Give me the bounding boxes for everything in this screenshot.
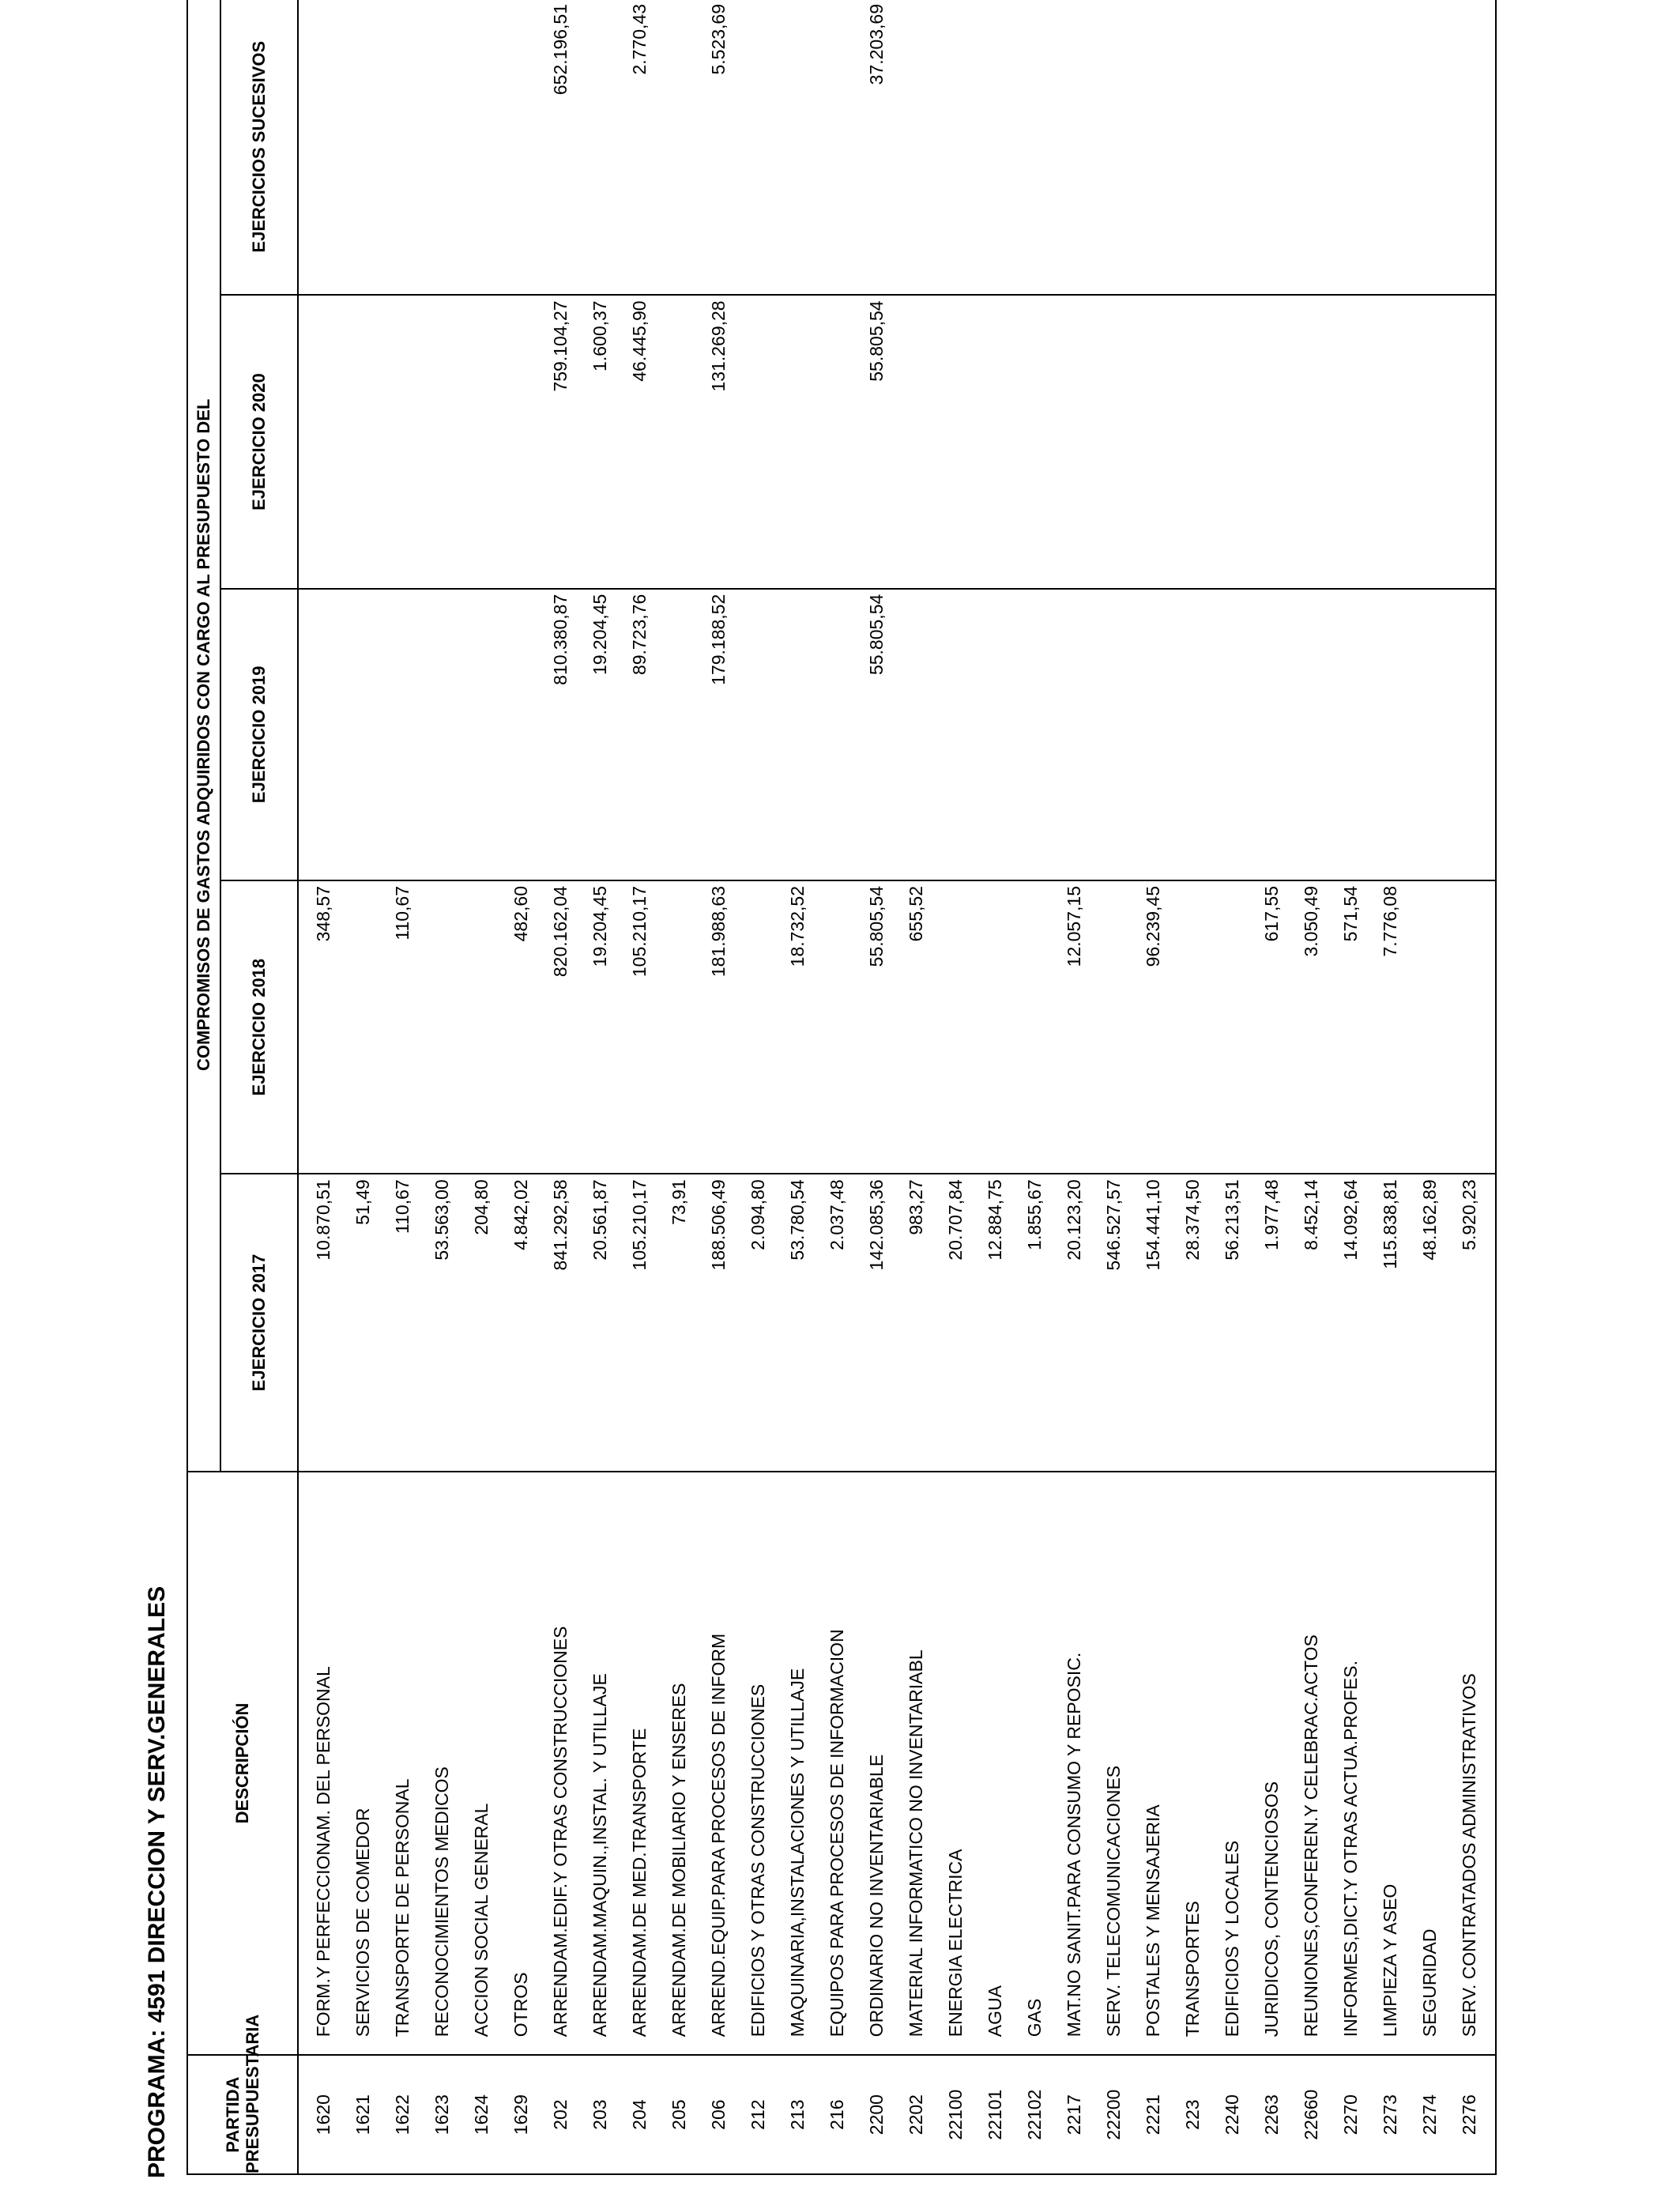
ejercicio-2020-cell — [1133, 295, 1173, 588]
ejercicio-2017-cell: 48.162,89 — [1410, 1174, 1449, 1471]
ejercicios-sucesivos-cell — [936, 0, 975, 295]
table-row — [857, 0, 896, 2174]
table-row — [1094, 0, 1133, 2174]
partida-cell: 2217 — [1054, 2055, 1094, 2174]
ejercicios-sucesivos-cell: 37.203,69 — [857, 0, 896, 295]
ejercicios-sucesivos-cell: 5.523,69 — [699, 0, 738, 295]
table-row — [1015, 0, 1054, 2174]
ejercicios-sucesivos-cell — [501, 0, 541, 295]
ejercicio-2018-cell — [975, 880, 1015, 1174]
header-ejercicios-sucesivos: EJERCICIOS SUCESIVOS — [220, 0, 298, 295]
ejercicio-2019-cell — [461, 589, 501, 880]
table-row — [343, 0, 382, 2174]
ejercicios-sucesivos-cell — [1094, 0, 1133, 295]
table-bottom-border — [1489, 0, 1496, 2174]
ejercicios-sucesivos-cell — [580, 0, 620, 295]
ejercicio-2019-cell — [382, 589, 422, 880]
border-cell — [1489, 880, 1496, 1174]
ejercicio-2018-cell — [1173, 880, 1212, 1174]
ejercicio-2019-cell — [659, 589, 699, 880]
descripcion-cell: ARREND.EQUIP.PARA PROCESOS DE INFORM — [699, 1472, 738, 2056]
ejercicio-2019-cell — [1331, 589, 1370, 880]
border-cell — [1489, 0, 1496, 295]
descripcion-cell: INFORMES,DICT.Y OTRAS ACTUA.PROFES. — [1331, 1472, 1370, 2056]
ejercicio-2017-cell: 188.506,49 — [699, 1174, 738, 1471]
table-row — [1054, 0, 1094, 2174]
table-row — [778, 0, 817, 2174]
ejercicio-2019-cell — [1054, 589, 1094, 880]
descripcion-cell: SERV. TELECOMUNICACIONES — [1094, 1472, 1133, 2056]
descripcion-cell: SERV. CONTRATADOS ADMINISTRATIVOS — [1449, 1472, 1489, 2056]
partida-cell: 2200 — [857, 2055, 896, 2174]
table-row — [422, 0, 461, 2174]
ejercicio-2017-cell: 841.292,58 — [541, 1174, 580, 1471]
ejercicio-2020-cell — [461, 295, 501, 588]
ejercicios-sucesivos-cell — [659, 0, 699, 295]
ejercicio-2018-cell — [1094, 880, 1133, 1174]
descripcion-cell: SEGURIDAD — [1410, 1472, 1449, 2056]
ejercicio-2020-cell — [1252, 295, 1291, 588]
ejercicio-2018-cell: 96.239,45 — [1133, 880, 1173, 1174]
partida-cell: 2202 — [896, 2055, 936, 2174]
ejercicio-2019-cell — [1410, 589, 1449, 880]
ejercicio-2017-cell: 12.884,75 — [975, 1174, 1015, 1471]
descripcion-cell: ENERGIA ELECTRICA — [936, 1472, 975, 2056]
ejercicios-sucesivos-cell — [343, 0, 382, 295]
header-ejercicio-2018: EJERCICIO 2018 — [220, 880, 298, 1174]
descripcion-cell: GAS — [1015, 1472, 1054, 2056]
descripcion-cell: SERVICIOS DE COMEDOR — [343, 1472, 382, 2056]
border-cell — [1489, 295, 1496, 588]
ejercicio-2018-cell: 110,67 — [382, 880, 422, 1174]
ejercicio-2017-cell: 10.870,51 — [298, 1174, 343, 1471]
ejercicio-2019-cell — [896, 589, 936, 880]
ejercicio-2019-cell — [778, 589, 817, 880]
ejercicio-2020-cell — [298, 295, 343, 588]
ejercicio-2019-cell: 19.204,45 — [580, 589, 620, 880]
ejercicio-2017-cell: 56.213,51 — [1212, 1174, 1252, 1471]
partida-cell: 22101 — [975, 2055, 1015, 2174]
partida-cell: 2221 — [1133, 2055, 1173, 2174]
partida-cell: 2263 — [1252, 2055, 1291, 2174]
ejercicio-2018-cell: 3.050,49 — [1291, 880, 1331, 1174]
ejercicio-2020-cell — [738, 295, 778, 588]
ejercicio-2019-cell: 179.188,52 — [699, 589, 738, 880]
ejercicio-2018-cell: 348,57 — [298, 880, 343, 1174]
ejercicios-sucesivos-cell: 2.770,43 — [620, 0, 659, 295]
table-row — [580, 0, 620, 2174]
ejercicio-2020-cell — [896, 295, 936, 588]
table-row — [975, 0, 1015, 2174]
ejercicio-2020-cell — [659, 295, 699, 588]
ejercicio-2018-cell — [1449, 880, 1489, 1174]
ejercicio-2020-cell — [1291, 295, 1331, 588]
ejercicio-2017-cell: 115.838,81 — [1370, 1174, 1410, 1471]
partida-cell: 2240 — [1212, 2055, 1252, 2174]
ejercicio-2019-cell — [1015, 589, 1054, 880]
ejercicios-sucesivos-cell — [1015, 0, 1054, 295]
ejercicio-2020-cell: 759.104,27 — [541, 295, 580, 588]
ejercicio-2018-cell — [422, 880, 461, 1174]
descripcion-cell: LIMPIEZA Y ASEO — [1370, 1472, 1410, 2056]
table-row — [1410, 0, 1449, 2174]
ejercicios-sucesivos-cell — [1133, 0, 1173, 295]
ejercicios-sucesivos-cell — [461, 0, 501, 295]
header-group-compromisos: COMPROMISOS DE GASTOS ADQUIRIDOS CON CARGO AL PRESUPUESTO DEL — [187, 0, 220, 1472]
header-ejercicio-2019: EJERCICIO 2019 — [220, 589, 298, 880]
ejercicios-sucesivos-cell — [1212, 0, 1252, 295]
ejercicio-2017-cell: 1.855,67 — [1015, 1174, 1054, 1471]
partida-cell: 1621 — [343, 2055, 382, 2174]
descripcion-cell: MAQUINARIA,INSTALACIONES Y UTILLAJE — [778, 1472, 817, 2056]
descripcion-cell: EDIFICIOS Y LOCALES — [1212, 1472, 1252, 2056]
partida-cell: 2274 — [1410, 2055, 1449, 2174]
table-row — [461, 0, 501, 2174]
table-row — [1212, 0, 1252, 2174]
ejercicio-2019-cell — [975, 589, 1015, 880]
table-row — [699, 0, 738, 2174]
ejercicio-2020-cell — [1015, 295, 1054, 588]
partida-cell: 205 — [659, 2055, 699, 2174]
ejercicios-sucesivos-cell — [1449, 0, 1489, 295]
ejercicio-2017-cell: 20.561,87 — [580, 1174, 620, 1471]
table-row — [1331, 0, 1370, 2174]
ejercicio-2020-cell — [817, 295, 857, 588]
ejercicio-2017-cell: 2.094,80 — [738, 1174, 778, 1471]
ejercicio-2018-cell: 617,55 — [1252, 880, 1291, 1174]
ejercicio-2019-cell — [1133, 589, 1173, 880]
border-cell — [1489, 1174, 1496, 1471]
ejercicio-2019-cell — [1449, 589, 1489, 880]
ejercicio-2019-cell — [936, 589, 975, 880]
header-ejercicio-2020: EJERCICIO 2020 — [220, 295, 298, 588]
descripcion-cell: FORM.Y PERFECCIONAM. DEL PERSONAL — [298, 1472, 343, 2056]
descripcion-cell: ARRENDAM.EDIF.Y OTRAS CONSTRUCCIONES — [541, 1472, 580, 2056]
ejercicio-2018-cell: 655,52 — [896, 880, 936, 1174]
ejercicio-2018-cell — [738, 880, 778, 1174]
partida-cell: 22102 — [1015, 2055, 1054, 2174]
ejercicios-sucesivos-cell — [1370, 0, 1410, 295]
ejercicio-2019-cell — [738, 589, 778, 880]
descripcion-cell: EDIFICIOS Y OTRAS CONSTRUCCIONES — [738, 1472, 778, 2056]
ejercicio-2018-cell: 19.204,45 — [580, 880, 620, 1174]
ejercicio-2019-cell — [501, 589, 541, 880]
descripcion-cell: REUNIONES,CONFEREN.Y CELEBRAC.ACTOS — [1291, 1472, 1331, 2056]
ejercicio-2020-cell: 55.805,54 — [857, 295, 896, 588]
ejercicios-sucesivos-cell — [975, 0, 1015, 295]
table-row — [298, 0, 343, 2174]
ejercicio-2020-cell: 1.600,37 — [580, 295, 620, 588]
border-cell — [1489, 589, 1496, 880]
ejercicio-2020-cell — [1331, 295, 1370, 588]
ejercicios-sucesivos-cell — [382, 0, 422, 295]
ejercicio-2018-cell — [343, 880, 382, 1174]
program-title: PROGRAMA: 4591 DIRECCION Y SERV.GENERALES — [144, 1585, 170, 2178]
ejercicios-sucesivos-cell — [778, 0, 817, 295]
table-row — [1252, 0, 1291, 2174]
table-row — [896, 0, 936, 2174]
ejercicio-2020-cell — [975, 295, 1015, 588]
ejercicio-2018-cell — [817, 880, 857, 1174]
ejercicios-sucesivos-cell — [896, 0, 936, 295]
ejercicio-2019-cell — [1370, 589, 1410, 880]
ejercicio-2019-cell: 810.380,87 — [541, 589, 580, 880]
table-row — [1173, 0, 1212, 2174]
partida-cell: 203 — [580, 2055, 620, 2174]
table-body — [298, 0, 1496, 2174]
ejercicio-2020-cell — [422, 295, 461, 588]
ejercicio-2019-cell — [422, 589, 461, 880]
ejercicio-2020-cell — [936, 295, 975, 588]
descripcion-cell: MAT.NO SANIT.PARA CONSUMO Y REPOSIC. — [1054, 1472, 1094, 2056]
commitments-table — [186, 0, 1497, 2175]
ejercicio-2017-cell: 4.842,02 — [501, 1174, 541, 1471]
ejercicio-2017-cell: 154.441,10 — [1133, 1174, 1173, 1471]
header-partida: PARTIDA PRESUPUESTARIA — [187, 2055, 298, 2174]
ejercicio-2018-cell: 105.210,17 — [620, 880, 659, 1174]
ejercicio-2019-cell — [1212, 589, 1252, 880]
ejercicio-2018-cell: 7.776,08 — [1370, 880, 1410, 1174]
ejercicio-2018-cell — [659, 880, 699, 1174]
descripcion-cell: OTROS — [501, 1472, 541, 2056]
descripcion-cell: ARRENDAM.DE MOBILIARIO Y ENSERES — [659, 1472, 699, 2056]
ejercicio-2020-cell — [778, 295, 817, 588]
table-row — [1133, 0, 1173, 2174]
table-row — [541, 0, 580, 2174]
partida-cell: 22100 — [936, 2055, 975, 2174]
partida-cell: 2270 — [1331, 2055, 1370, 2174]
descripcion-cell: EQUIPOS PARA PROCESOS DE INFORMACION — [817, 1472, 857, 2056]
partida-cell: 212 — [738, 2055, 778, 2174]
ejercicio-2017-cell: 53.563,00 — [422, 1174, 461, 1471]
table-row — [659, 0, 699, 2174]
ejercicio-2018-cell — [1410, 880, 1449, 1174]
ejercicio-2020-cell — [343, 295, 382, 588]
ejercicio-2020-cell — [501, 295, 541, 588]
ejercicio-2020-cell — [1370, 295, 1410, 588]
descripcion-cell: ACCION SOCIAL GENERAL — [461, 1472, 501, 2056]
ejercicio-2018-cell: 571,54 — [1331, 880, 1370, 1174]
ejercicios-sucesivos-cell — [817, 0, 857, 295]
partida-cell: 216 — [817, 2055, 857, 2174]
ejercicio-2019-cell — [343, 589, 382, 880]
ejercicio-2017-cell: 204,80 — [461, 1174, 501, 1471]
ejercicio-2017-cell: 110,67 — [382, 1174, 422, 1471]
border-cell — [1489, 1472, 1496, 2056]
partida-cell: 202 — [541, 2055, 580, 2174]
ejercicio-2017-cell: 20.707,84 — [936, 1174, 975, 1471]
ejercicio-2017-cell: 5.920,23 — [1449, 1174, 1489, 1471]
partida-cell: 1620 — [298, 2055, 343, 2174]
ejercicio-2017-cell: 2.037,48 — [817, 1174, 857, 1471]
table-row — [936, 0, 975, 2174]
table-row — [817, 0, 857, 2174]
partida-cell: 22200 — [1094, 2055, 1133, 2174]
ejercicio-2017-cell: 105.210,17 — [620, 1174, 659, 1471]
ejercicio-2018-cell: 18.732,52 — [778, 880, 817, 1174]
descripcion-cell: ORDINARIO NO INVENTARIABLE — [857, 1472, 896, 2056]
ejercicio-2017-cell: 51,49 — [343, 1174, 382, 1471]
ejercicio-2019-cell: 55.805,54 — [857, 589, 896, 880]
table-row — [620, 0, 659, 2174]
partida-cell: 22660 — [1291, 2055, 1331, 2174]
table-row — [1449, 0, 1489, 2174]
ejercicio-2019-cell — [1094, 589, 1133, 880]
partida-cell: 2273 — [1370, 2055, 1410, 2174]
ejercicio-2018-cell: 482,60 — [501, 880, 541, 1174]
ejercicio-2017-cell: 28.374,50 — [1173, 1174, 1212, 1471]
ejercicios-sucesivos-cell — [422, 0, 461, 295]
ejercicio-2020-cell — [382, 295, 422, 588]
ejercicio-2018-cell — [1212, 880, 1252, 1174]
border-cell — [1489, 2055, 1496, 2174]
ejercicio-2020-cell — [1212, 295, 1252, 588]
ejercicios-sucesivos-cell — [1173, 0, 1212, 295]
ejercicio-2019-cell — [817, 589, 857, 880]
partida-cell: 204 — [620, 2055, 659, 2174]
ejercicio-2019-cell — [1173, 589, 1212, 880]
ejercicio-2017-cell: 1.977,48 — [1252, 1174, 1291, 1471]
ejercicio-2020-cell — [1054, 295, 1094, 588]
ejercicios-sucesivos-cell — [1054, 0, 1094, 295]
partida-cell: 213 — [778, 2055, 817, 2174]
partida-cell: 1623 — [422, 2055, 461, 2174]
table-row — [738, 0, 778, 2174]
ejercicio-2020-cell — [1410, 295, 1449, 588]
partida-cell: 2276 — [1449, 2055, 1489, 2174]
ejercicio-2019-cell — [1252, 589, 1291, 880]
ejercicio-2019-cell — [1291, 589, 1331, 880]
ejercicio-2018-cell: 12.057,15 — [1054, 880, 1094, 1174]
table-row — [1370, 0, 1410, 2174]
ejercicio-2018-cell: 181.988,63 — [699, 880, 738, 1174]
ejercicios-sucesivos-cell — [1410, 0, 1449, 295]
descripcion-cell: RECONOCIMIENTOS MEDICOS — [422, 1472, 461, 2056]
ejercicio-2017-cell: 20.123,20 — [1054, 1174, 1094, 1471]
ejercicio-2017-cell: 8.452,14 — [1291, 1174, 1331, 1471]
ejercicio-2018-cell — [461, 880, 501, 1174]
ejercicio-2019-cell — [298, 589, 343, 880]
ejercicio-2017-cell: 73,91 — [659, 1174, 699, 1471]
descripcion-cell: TRANSPORTES — [1173, 1472, 1212, 2056]
descripcion-cell: AGUA — [975, 1472, 1015, 2056]
ejercicio-2019-cell: 89.723,76 — [620, 589, 659, 880]
ejercicio-2018-cell: 820.162,04 — [541, 880, 580, 1174]
ejercicio-2020-cell: 46.445,90 — [620, 295, 659, 588]
partida-cell: 1624 — [461, 2055, 501, 2174]
ejercicio-2017-cell: 142.085,36 — [857, 1174, 896, 1471]
header-descripcion: DESCRIPCIÓN — [187, 1472, 298, 2056]
table-row — [382, 0, 422, 2174]
descripcion-cell: POSTALES Y MENSAJERIA — [1133, 1472, 1173, 2056]
ejercicio-2020-cell: 131.269,28 — [699, 295, 738, 588]
ejercicios-sucesivos-cell — [1252, 0, 1291, 295]
partida-cell: 1629 — [501, 2055, 541, 2174]
partida-cell: 206 — [699, 2055, 738, 2174]
ejercicios-sucesivos-cell — [1291, 0, 1331, 295]
ejercicio-2020-cell — [1094, 295, 1133, 588]
descripcion-cell: JURIDICOS, CONTENCIOSOS — [1252, 1472, 1291, 2056]
descripcion-cell: ARRENDAM.DE MED.TRANSPORTE — [620, 1472, 659, 2056]
ejercicio-2017-cell: 546.527,57 — [1094, 1174, 1133, 1471]
ejercicio-2018-cell — [936, 880, 975, 1174]
ejercicio-2018-cell: 55.805,54 — [857, 880, 896, 1174]
partida-cell: 1622 — [382, 2055, 422, 2174]
table-row — [1291, 0, 1331, 2174]
table-row — [501, 0, 541, 2174]
ejercicios-sucesivos-cell — [1331, 0, 1370, 295]
descripcion-cell: TRANSPORTE DE PERSONAL — [382, 1472, 422, 2056]
ejercicios-sucesivos-cell — [298, 0, 343, 295]
ejercicio-2017-cell: 53.780,54 — [778, 1174, 817, 1471]
ejercicio-2017-cell: 14.092,64 — [1331, 1174, 1370, 1471]
descripcion-cell: MATERIAL INFORMATICO NO INVENTARIABL — [896, 1472, 936, 2056]
ejercicios-sucesivos-cell: 652.196,51 — [541, 0, 580, 295]
header-ejercicio-2017: EJERCICIO 2017 — [220, 1174, 298, 1471]
partida-cell: 223 — [1173, 2055, 1212, 2174]
ejercicio-2020-cell — [1173, 295, 1212, 588]
ejercicios-sucesivos-cell — [738, 0, 778, 295]
ejercicio-2018-cell — [1015, 880, 1054, 1174]
ejercicio-2020-cell — [1449, 295, 1489, 588]
ejercicio-2017-cell: 983,27 — [896, 1174, 936, 1471]
descripcion-cell: ARRENDAM.MAQUIN.,INSTAL. Y UTILLAJE — [580, 1472, 620, 2056]
